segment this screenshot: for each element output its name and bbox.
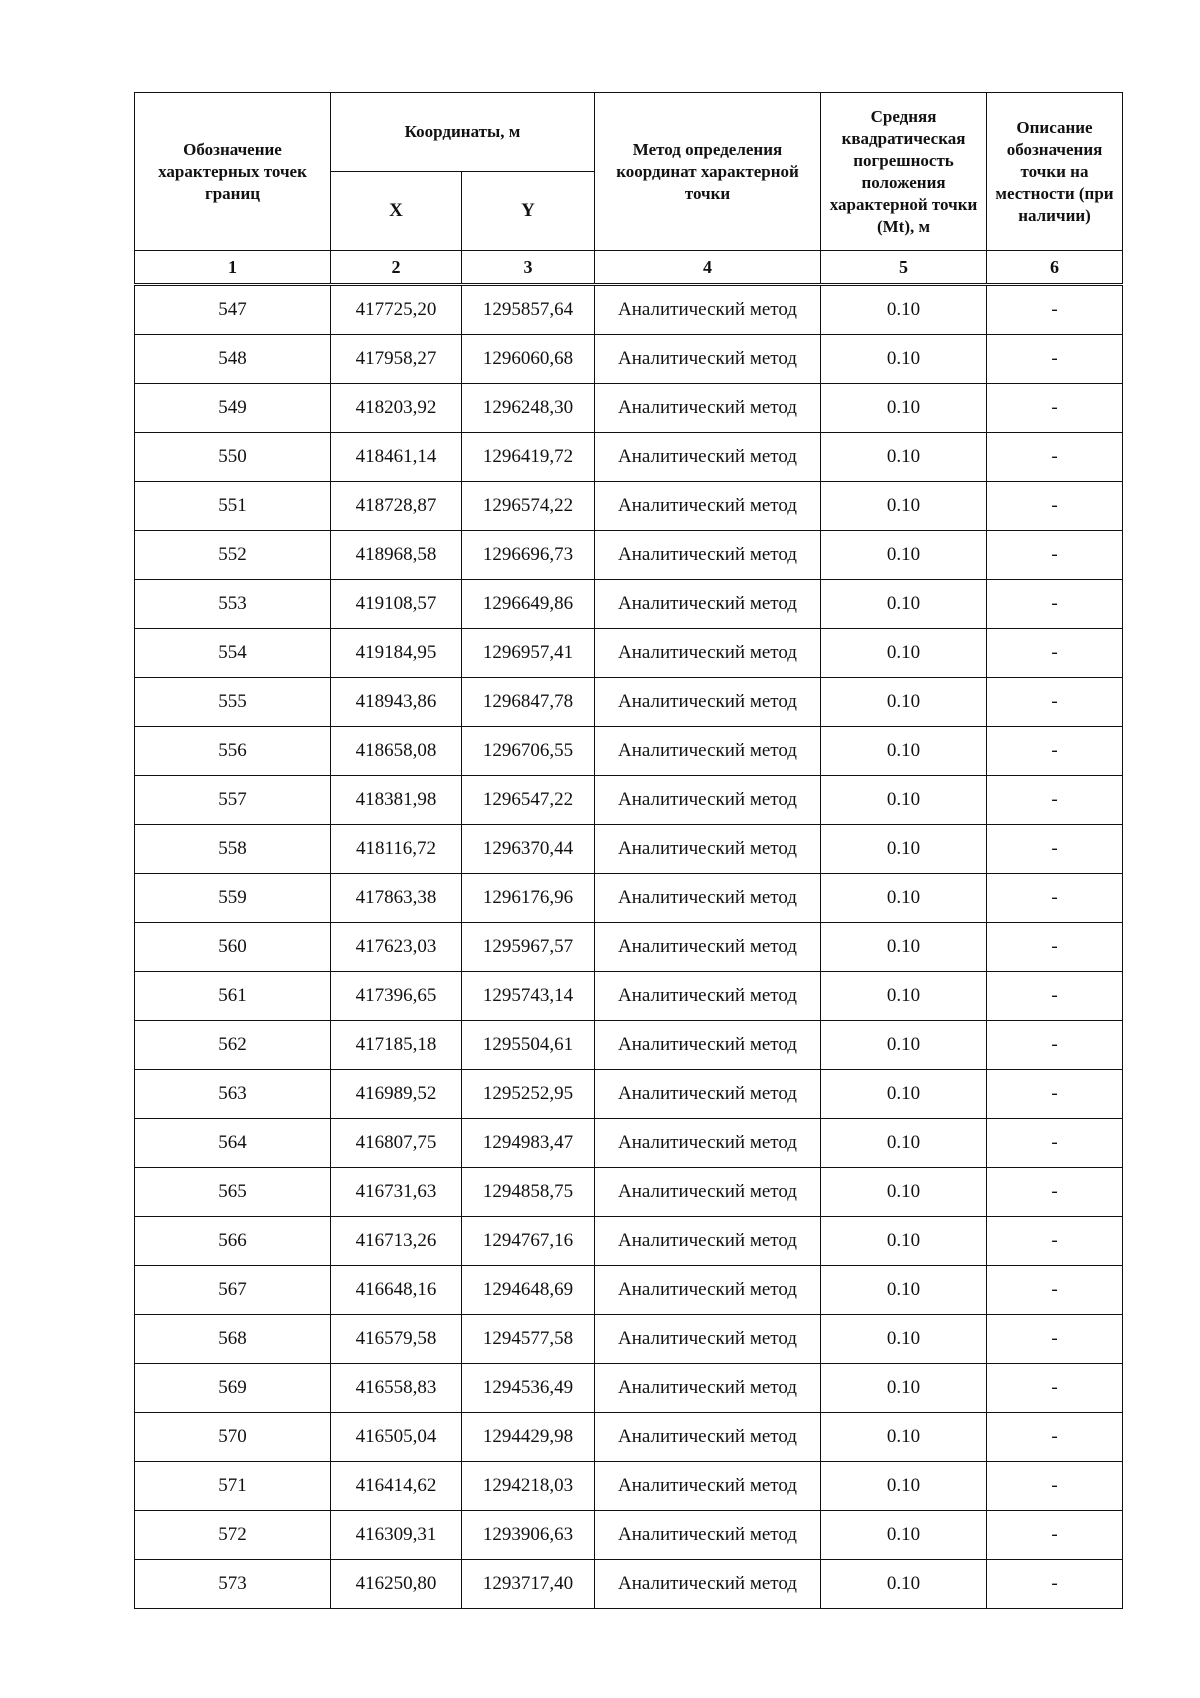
point-number-cell: 558: [135, 825, 331, 874]
description-cell: -: [987, 1462, 1123, 1511]
method-cell: Аналитический метод: [595, 433, 821, 482]
x-coordinate-cell: 416505,04: [331, 1413, 462, 1462]
header-method: Метод определения координат характерной точки: [595, 93, 821, 251]
point-number-cell: 569: [135, 1364, 331, 1413]
x-coordinate-cell: 417623,03: [331, 923, 462, 972]
mean-error-cell: 0.10: [821, 727, 987, 776]
method-cell: Аналитический метод: [595, 776, 821, 825]
x-coordinate-cell: 419108,57: [331, 580, 462, 629]
header-description: Описание обозначения точки на местности (при наличии): [987, 93, 1123, 251]
table-row: [135, 1560, 1123, 1609]
description-cell: -: [987, 629, 1123, 678]
point-number-cell: 572: [135, 1511, 331, 1560]
description-cell: -: [987, 825, 1123, 874]
description-cell: -: [987, 972, 1123, 1021]
table-row: [135, 1070, 1123, 1119]
y-coordinate-cell: 1294577,58: [462, 1315, 595, 1364]
mean-error-cell: 0.10: [821, 433, 987, 482]
description-cell: -: [987, 923, 1123, 972]
table-row: [135, 1266, 1123, 1315]
x-coordinate-cell: 418728,87: [331, 482, 462, 531]
y-coordinate-cell: 1296547,22: [462, 776, 595, 825]
y-coordinate-cell: 1296248,30: [462, 384, 595, 433]
method-cell: Аналитический метод: [595, 335, 821, 384]
column-number: 5: [821, 251, 987, 284]
mean-error-cell: 0.10: [821, 1315, 987, 1364]
x-coordinate-cell: 416731,63: [331, 1168, 462, 1217]
point-number-cell: 566: [135, 1217, 331, 1266]
column-number-row: [135, 251, 1123, 284]
mean-error-cell: 0.10: [821, 972, 987, 1021]
x-coordinate-cell: 416713,26: [331, 1217, 462, 1266]
x-coordinate-cell: 416648,16: [331, 1266, 462, 1315]
y-coordinate-cell: 1295857,64: [462, 286, 595, 335]
x-coordinate-cell: 416807,75: [331, 1119, 462, 1168]
mean-error-cell: 0.10: [821, 335, 987, 384]
table-row: [135, 1217, 1123, 1266]
table-row: [135, 1315, 1123, 1364]
point-number-cell: 573: [135, 1560, 331, 1609]
description-cell: -: [987, 1119, 1123, 1168]
header-point-designation: Обозначение характерных точек границ: [135, 93, 331, 251]
description-cell: -: [987, 1511, 1123, 1560]
y-coordinate-cell: 1294429,98: [462, 1413, 595, 1462]
description-cell: -: [987, 1021, 1123, 1070]
description-cell: -: [987, 1560, 1123, 1609]
table-row: [135, 1168, 1123, 1217]
table-row: [135, 972, 1123, 1021]
method-cell: Аналитический метод: [595, 531, 821, 580]
y-coordinate-cell: 1294983,47: [462, 1119, 595, 1168]
mean-error-cell: 0.10: [821, 482, 987, 531]
method-cell: Аналитический метод: [595, 1168, 821, 1217]
method-cell: Аналитический метод: [595, 1070, 821, 1119]
table-row: [135, 580, 1123, 629]
mean-error-cell: 0.10: [821, 1462, 987, 1511]
table-header: [134, 92, 1123, 284]
point-number-cell: 567: [135, 1266, 331, 1315]
point-number-cell: 559: [135, 874, 331, 923]
method-cell: Аналитический метод: [595, 678, 821, 727]
header-y: Y: [462, 172, 595, 251]
description-cell: -: [987, 776, 1123, 825]
point-number-cell: 547: [135, 286, 331, 335]
mean-error-cell: 0.10: [821, 1560, 987, 1609]
x-coordinate-cell: 417863,38: [331, 874, 462, 923]
y-coordinate-cell: 1296419,72: [462, 433, 595, 482]
y-coordinate-cell: 1296696,73: [462, 531, 595, 580]
description-cell: -: [987, 433, 1123, 482]
method-cell: Аналитический метод: [595, 629, 821, 678]
table-row: [135, 286, 1123, 335]
y-coordinate-cell: 1295252,95: [462, 1070, 595, 1119]
x-coordinate-cell: 418461,14: [331, 433, 462, 482]
x-coordinate-cell: 418658,08: [331, 727, 462, 776]
method-cell: Аналитический метод: [595, 580, 821, 629]
point-number-cell: 555: [135, 678, 331, 727]
method-cell: Аналитический метод: [595, 727, 821, 776]
description-cell: -: [987, 286, 1123, 335]
method-cell: Аналитический метод: [595, 384, 821, 433]
mean-error-cell: 0.10: [821, 678, 987, 727]
point-number-cell: 552: [135, 531, 331, 580]
table-row: [135, 1511, 1123, 1560]
mean-error-cell: 0.10: [821, 825, 987, 874]
point-number-cell: 562: [135, 1021, 331, 1070]
method-cell: Аналитический метод: [595, 923, 821, 972]
description-cell: -: [987, 1168, 1123, 1217]
x-coordinate-cell: 416309,31: [331, 1511, 462, 1560]
x-coordinate-cell: 416989,52: [331, 1070, 462, 1119]
x-coordinate-cell: 417958,27: [331, 335, 462, 384]
y-coordinate-cell: 1295504,61: [462, 1021, 595, 1070]
point-number-cell: 570: [135, 1413, 331, 1462]
mean-error-cell: 0.10: [821, 580, 987, 629]
table-row: [135, 776, 1123, 825]
method-cell: Аналитический метод: [595, 1364, 821, 1413]
mean-error-cell: 0.10: [821, 286, 987, 335]
point-number-cell: 568: [135, 1315, 331, 1364]
point-number-cell: 561: [135, 972, 331, 1021]
header-coordinates: Координаты, м: [331, 93, 595, 172]
point-number-cell: 571: [135, 1462, 331, 1511]
point-number-cell: 548: [135, 335, 331, 384]
y-coordinate-cell: 1296649,86: [462, 580, 595, 629]
y-coordinate-cell: 1294218,03: [462, 1462, 595, 1511]
description-cell: -: [987, 482, 1123, 531]
y-coordinate-cell: 1296176,96: [462, 874, 595, 923]
mean-error-cell: 0.10: [821, 629, 987, 678]
table-row: [135, 1462, 1123, 1511]
method-cell: Аналитический метод: [595, 1413, 821, 1462]
header-mean-error: Средняя квадратическая погрешность положения характерной точки (Mt), м: [821, 93, 987, 251]
column-number: 3: [462, 251, 595, 284]
x-coordinate-cell: 418381,98: [331, 776, 462, 825]
y-coordinate-cell: 1295743,14: [462, 972, 595, 1021]
mean-error-cell: 0.10: [821, 1413, 987, 1462]
point-number-cell: 563: [135, 1070, 331, 1119]
point-number-cell: 557: [135, 776, 331, 825]
description-cell: -: [987, 580, 1123, 629]
method-cell: Аналитический метод: [595, 1119, 821, 1168]
column-number: 2: [331, 251, 462, 284]
x-coordinate-cell: 416579,58: [331, 1315, 462, 1364]
method-cell: Аналитический метод: [595, 1315, 821, 1364]
description-cell: -: [987, 874, 1123, 923]
y-coordinate-cell: 1294767,16: [462, 1217, 595, 1266]
mean-error-cell: 0.10: [821, 384, 987, 433]
description-cell: -: [987, 678, 1123, 727]
description-cell: -: [987, 531, 1123, 580]
y-coordinate-cell: 1295967,57: [462, 923, 595, 972]
mean-error-cell: 0.10: [821, 1021, 987, 1070]
description-cell: -: [987, 1070, 1123, 1119]
point-number-cell: 554: [135, 629, 331, 678]
point-number-cell: 550: [135, 433, 331, 482]
method-cell: Аналитический метод: [595, 1217, 821, 1266]
point-number-cell: 551: [135, 482, 331, 531]
mean-error-cell: 0.10: [821, 776, 987, 825]
method-cell: Аналитический метод: [595, 972, 821, 1021]
description-cell: -: [987, 1217, 1123, 1266]
mean-error-cell: 0.10: [821, 1364, 987, 1413]
y-coordinate-cell: 1296847,78: [462, 678, 595, 727]
mean-error-cell: 0.10: [821, 1119, 987, 1168]
table-row: [135, 825, 1123, 874]
x-coordinate-cell: 416414,62: [331, 1462, 462, 1511]
y-coordinate-cell: 1296060,68: [462, 335, 595, 384]
method-cell: Аналитический метод: [595, 482, 821, 531]
y-coordinate-cell: 1293906,63: [462, 1511, 595, 1560]
description-cell: -: [987, 1315, 1123, 1364]
x-coordinate-cell: 416250,80: [331, 1560, 462, 1609]
mean-error-cell: 0.10: [821, 1217, 987, 1266]
table-row: [135, 433, 1123, 482]
point-number-cell: 560: [135, 923, 331, 972]
method-cell: Аналитический метод: [595, 825, 821, 874]
table-row: [135, 482, 1123, 531]
table-row: [135, 384, 1123, 433]
x-coordinate-cell: 419184,95: [331, 629, 462, 678]
method-cell: Аналитический метод: [595, 1560, 821, 1609]
table-row: [135, 678, 1123, 727]
header-x: X: [331, 172, 462, 251]
mean-error-cell: 0.10: [821, 1266, 987, 1315]
y-coordinate-cell: 1294536,49: [462, 1364, 595, 1413]
column-number: 6: [987, 251, 1123, 284]
method-cell: Аналитический метод: [595, 1266, 821, 1315]
x-coordinate-cell: 417185,18: [331, 1021, 462, 1070]
column-number: 4: [595, 251, 821, 284]
table-row: [135, 1413, 1123, 1462]
description-cell: -: [987, 1413, 1123, 1462]
table-row: [135, 874, 1123, 923]
mean-error-cell: 0.10: [821, 531, 987, 580]
mean-error-cell: 0.10: [821, 1168, 987, 1217]
method-cell: Аналитический метод: [595, 1021, 821, 1070]
table-row: [135, 1021, 1123, 1070]
mean-error-cell: 0.10: [821, 874, 987, 923]
x-coordinate-cell: 418968,58: [331, 531, 462, 580]
y-coordinate-cell: 1294648,69: [462, 1266, 595, 1315]
mean-error-cell: 0.10: [821, 923, 987, 972]
point-number-cell: 553: [135, 580, 331, 629]
coordinates-table: [134, 285, 1123, 1609]
x-coordinate-cell: 417396,65: [331, 972, 462, 1021]
description-cell: -: [987, 384, 1123, 433]
x-coordinate-cell: 417725,20: [331, 286, 462, 335]
y-coordinate-cell: 1296574,22: [462, 482, 595, 531]
y-coordinate-cell: 1296957,41: [462, 629, 595, 678]
table-row: [135, 923, 1123, 972]
table-row: [135, 1119, 1123, 1168]
method-cell: Аналитический метод: [595, 1462, 821, 1511]
table-row: [135, 1364, 1123, 1413]
method-cell: Аналитический метод: [595, 874, 821, 923]
point-number-cell: 564: [135, 1119, 331, 1168]
table-row: [135, 629, 1123, 678]
description-cell: -: [987, 727, 1123, 776]
point-number-cell: 549: [135, 384, 331, 433]
x-coordinate-cell: 416558,83: [331, 1364, 462, 1413]
x-coordinate-cell: 418116,72: [331, 825, 462, 874]
table-row: [135, 727, 1123, 776]
y-coordinate-cell: 1293717,40: [462, 1560, 595, 1609]
description-cell: -: [987, 1364, 1123, 1413]
method-cell: Аналитический метод: [595, 286, 821, 335]
method-cell: Аналитический метод: [595, 1511, 821, 1560]
description-cell: -: [987, 335, 1123, 384]
description-cell: -: [987, 1266, 1123, 1315]
table-row: [135, 335, 1123, 384]
point-number-cell: 565: [135, 1168, 331, 1217]
point-number-cell: 556: [135, 727, 331, 776]
table-row: [135, 531, 1123, 580]
x-coordinate-cell: 418203,92: [331, 384, 462, 433]
x-coordinate-cell: 418943,86: [331, 678, 462, 727]
mean-error-cell: 0.10: [821, 1070, 987, 1119]
y-coordinate-cell: 1296370,44: [462, 825, 595, 874]
y-coordinate-cell: 1296706,55: [462, 727, 595, 776]
mean-error-cell: 0.10: [821, 1511, 987, 1560]
y-coordinate-cell: 1294858,75: [462, 1168, 595, 1217]
column-number: 1: [135, 251, 331, 284]
